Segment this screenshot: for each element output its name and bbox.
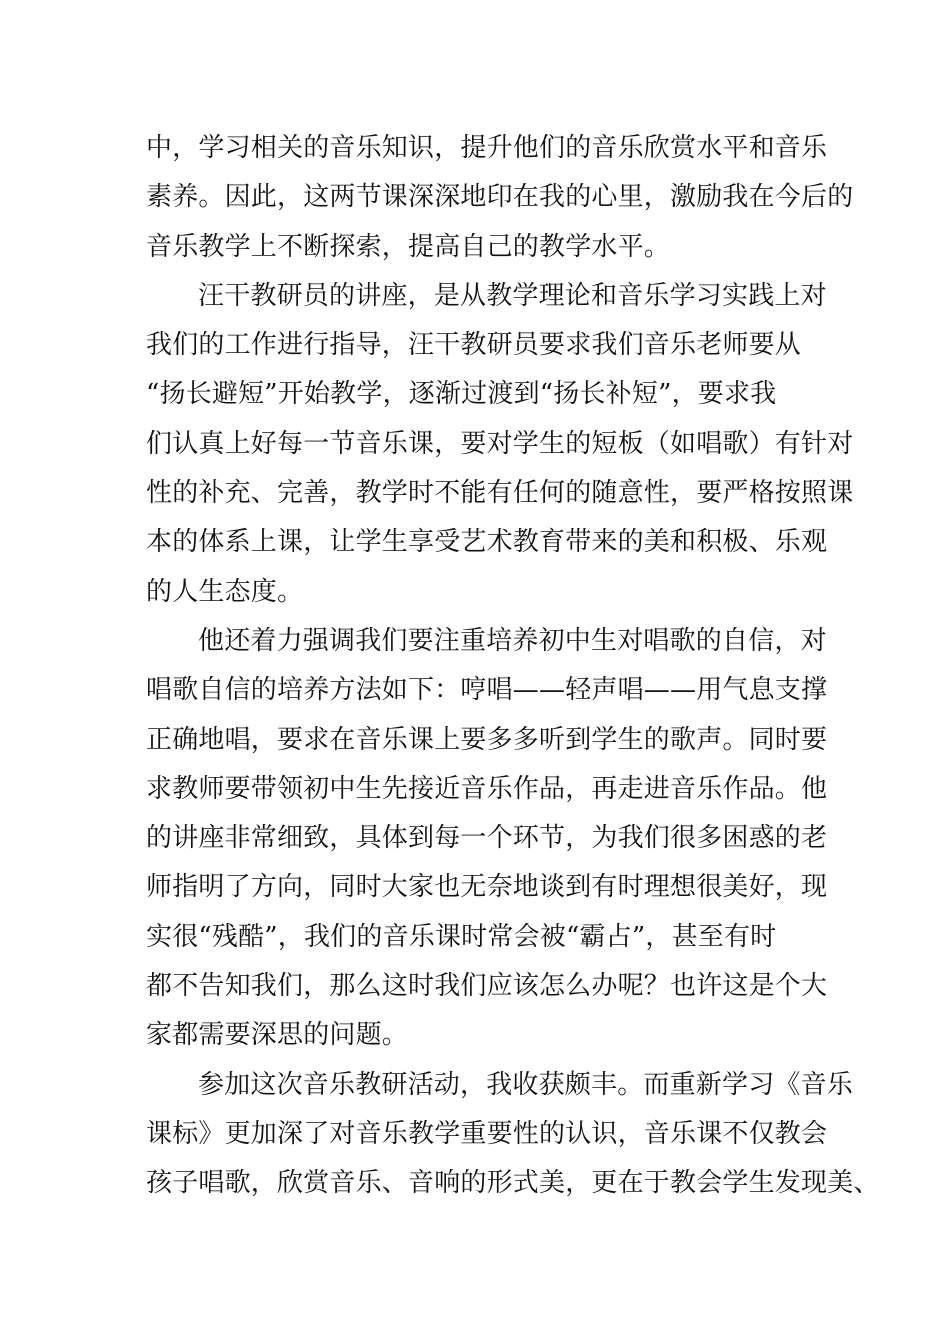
text-line: 素养。因此，这两节课深深地印在我的心里，激励我在今后的 xyxy=(146,182,854,213)
paragraph-start-line: 参加这次音乐教研活动，我收获颇丰。而重新学习《音乐 xyxy=(198,1069,854,1100)
text-line: 家都需要深思的问题。 xyxy=(146,1020,409,1051)
text-line: “扬长避短”开始教学，逐渐过渡到“扬长补短”，要求我 xyxy=(146,379,777,410)
text-line: 求教师要带领初中生先接近音乐作品，再走进音乐作品。他 xyxy=(146,773,828,804)
text-line: 性的补充、完善，教学时不能有任何的随意性，要严格按照课 xyxy=(146,478,854,509)
text-line: 唱歌自信的培养方法如下：哼唱——轻声唱——用气息支撑 xyxy=(146,675,828,706)
paragraph-start-line: 汪干教研员的讲座，是从教学理论和音乐学习实践上对 xyxy=(198,280,827,311)
body-text xyxy=(146,124,880,1209)
text-line: 的讲座非常细致，具体到每一个环节，为我们很多困惑的老 xyxy=(146,823,828,854)
text-line: 实很“残酷”，我们的音乐课时常会被“霸占”，甚至有时 xyxy=(146,921,777,952)
text-line: 我们的工作进行指导，汪干教研员要求我们音乐老师要从 xyxy=(146,330,802,361)
text-line: 们认真上好每一节音乐课，要对学生的短板（如唱歌）有针对 xyxy=(146,428,854,459)
text-line: 孩子唱歌，欣赏音乐、音响的形式美，更在于教会学生发现美、 xyxy=(146,1168,880,1199)
paragraph-start-line: 他还着力强调我们要注重培养初中生对唱歌的自信，对 xyxy=(198,625,827,656)
text-line: 都不告知我们，那么这时我们应该怎么办呢？也许这是个大 xyxy=(146,971,828,1002)
text-line: 的人生态度。 xyxy=(146,576,304,607)
text-line: 课标》更加深了对音乐教学重要性的认识，音乐课不仅教会 xyxy=(146,1118,828,1149)
text-line: 师指明了方向，同时大家也无奈地谈到有时理想很美好，现 xyxy=(146,872,828,903)
text-line: 正确地唱，要求在音乐课上要多多听到学生的歌声。同时要 xyxy=(146,724,828,755)
text-line: 中，学习相关的音乐知识，提升他们的音乐欣赏水平和音乐 xyxy=(146,133,828,163)
text-line: 音乐教学上不断探索，提高自己的教学水平。 xyxy=(146,231,671,262)
text-line: 本的体系上课，让学生享受艺术教育带来的美和积极、乐观 xyxy=(146,527,828,558)
